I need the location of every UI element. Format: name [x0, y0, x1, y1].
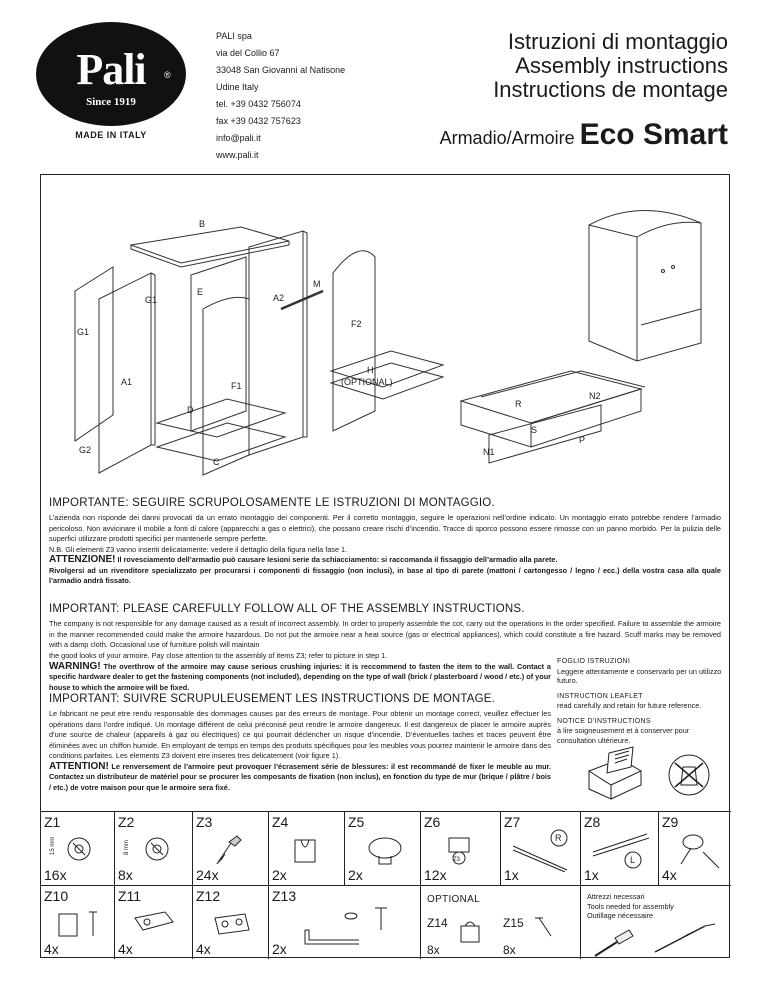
- part-qty: 4x: [118, 941, 133, 957]
- it-warning: [49, 555, 721, 566]
- document-titles: [493, 30, 728, 102]
- tools-cell: [581, 885, 731, 959]
- part-qty: 4x: [662, 867, 677, 883]
- part-qty: 2x: [272, 867, 287, 883]
- tools-fr: Outillage nécessaire: [587, 911, 654, 920]
- tools-text: [587, 892, 674, 921]
- knob-screw-icon: [663, 828, 727, 872]
- part-qty: 2x: [348, 867, 363, 883]
- part-qty: 4x: [196, 941, 211, 957]
- registered-mark: ®: [164, 70, 171, 80]
- it-warning-title: ATTENZIONE!: [49, 554, 116, 565]
- instruction-frame: [40, 174, 730, 958]
- part-code: Z3: [196, 814, 213, 830]
- leaflet-en-text: read carefully and retain for future reference.: [557, 701, 702, 710]
- foot-and-screw-icon: [49, 908, 109, 940]
- part-code: Z13: [272, 888, 297, 904]
- hinge-plate-icon: [203, 908, 263, 940]
- leaflet-box: [557, 651, 729, 745]
- section-title-it: IMPORTANTE: SEGUIRE SCRUPOLOSAMENTE LE ISTRUZIONI DI MONTAGGIO.: [49, 497, 495, 509]
- en-warning-text: The overthrow of the armoire may cause serious crushing injuries: it is reccommend to fasten the item to the wall. Contact a specific hardware dealer to get the fastening components (not included), depending on the type of wall (brick / plasterboard / wood / etc.) of your house to which the armoire will be fixed.: [49, 661, 551, 692]
- drawer-runner-left-icon: [585, 828, 657, 872]
- logo-name: Pali: [76, 45, 146, 94]
- product-title: [440, 118, 728, 152]
- diagram-label: F1: [231, 381, 242, 391]
- leaflet-it-text: Leggere attentamente e conservarlo per un utilizzo futuro.: [557, 666, 722, 685]
- diagram-label: G1: [77, 327, 90, 337]
- part-qty: 1x: [504, 867, 519, 883]
- diagram-label: H: [367, 365, 374, 375]
- title-en: Assembly instructions: [515, 53, 728, 78]
- address-line: info@pali.it: [216, 133, 261, 143]
- fr-warning-text: Le renversement de l’armoire peut provoquer l’écrasement série de blessures: il est recommandé de fixer le meuble au mur. Contactez un distributeur de matériel pour se procurer les composants de fixation (non inclus), en fonction du type de mur (brique / plâtre / bois / etc.) de votre maison pour que le armoire sera fixé.: [49, 761, 551, 792]
- part-cell: [501, 811, 581, 885]
- section-title-fr: IMPORTANT: SUIVRE SCRUPULEUSEMENT LES INSTRUCTIONS DE MONTAGE.: [49, 693, 496, 705]
- part-qty: 16x: [44, 867, 67, 883]
- part-code: Z6: [424, 814, 441, 830]
- part-code: Z11: [118, 888, 142, 904]
- part-cell: [345, 811, 421, 885]
- address-line: via del Collio 67: [216, 48, 280, 58]
- shelf-support-icon: [431, 832, 495, 868]
- tools-icon: [585, 922, 729, 958]
- leaflet-en-label: INSTRUCTION LEAFLET: [557, 692, 643, 700]
- part-cell: [193, 811, 269, 885]
- part-mark: Z3: [453, 857, 461, 863]
- en-warning: [49, 662, 551, 694]
- part-mark: R: [555, 833, 562, 843]
- diagram-label: R: [515, 399, 522, 409]
- title-it: Istruzioni di montaggio: [507, 29, 728, 54]
- leaflet-fr-text: à lire soigneusement et à conserver pour consultation ultérieure.: [557, 726, 690, 745]
- address-line: www.pali.it: [216, 150, 259, 160]
- fr-body: Le fabricant ne peut etre rendu responsable des dommages causes par des erreurs de montage. Pour obtenir un montage correct, veuillez effectuer les opérations dans l’ordre indiqué. Un montage différent de celui préconisé peut rendre le armoire dangereux. Il est dangereux de placer le armoire auprès d’une source de chaleur (appareils à gaz ou électriques) ce qui pourrait déclencher un risque d’incendie. D’éventuelles taches et traces peuvent être éliminées avec un chiffon humide. En employant de temps en temps des produits spécifiques pour les meubles vous pourrez maintenir le armoire dans des conditions parfaites. Les elements Z3 doivent etre inseres tres delicatement (voir figure 1).: [49, 709, 551, 760]
- diagram-label: F2: [351, 319, 362, 329]
- part-cell: [269, 811, 345, 885]
- paragraph-en-2: [49, 651, 551, 693]
- cam-lock-icon: [45, 834, 111, 864]
- diagram-label: G2: [79, 445, 92, 455]
- part-qty: 2x: [272, 941, 287, 957]
- it-warning-text: Il rovesciamento dell’armadio può causare lesioni serie da schiacciamento: si raccomanda il fissaggio dell’armadio alla parete.: [115, 555, 558, 564]
- paragraph-it: [49, 513, 721, 587]
- title-fr: Instructions de montage: [493, 77, 728, 102]
- rod-holder-icon: [279, 832, 339, 868]
- part-cell: [581, 811, 659, 885]
- address-line: fax +39 0432 757623: [216, 116, 301, 126]
- section-title-en: IMPORTANT: PLEASE CAREFULLY FOLLOW ALL OF THE ASSEMBLY INSTRUCTIONS.: [49, 603, 525, 615]
- part-qty: 8x: [427, 943, 440, 957]
- optional-parts-cell: [421, 885, 581, 959]
- wall-bracket-icon: [299, 900, 409, 948]
- part-code: Z9: [662, 814, 679, 830]
- company-address: [216, 28, 345, 164]
- part-cell: [115, 885, 193, 959]
- tools-it: Attrezzi necessari: [587, 892, 645, 901]
- diagram-label: E: [197, 287, 204, 297]
- part-cell: [659, 811, 731, 885]
- address-line: tel. +39 0432 756074: [216, 99, 301, 109]
- it-warning-2: Rivolgersi ad un rivenditore specializzato per procurarsi i componenti di fissaggio (non inclusi), in base al tipo di parete (mattoni / cartongesso / legno / ecc.) della vostra casa alla quale l’armadio andrà fissato.: [49, 565, 721, 585]
- part-mark: L: [630, 855, 636, 865]
- diagram-label: P: [579, 435, 586, 445]
- leaflet-fr-label: NOTICE D’INSTRUCTIONS: [557, 717, 651, 725]
- pali-logo: [36, 22, 186, 142]
- made-in-italy: MADE IN ITALY: [75, 130, 147, 140]
- part-code: Z12: [196, 888, 221, 904]
- fr-warning-title: ATTENTION!: [49, 760, 109, 772]
- part-code: Z8: [584, 814, 601, 830]
- part-qty: 1x: [584, 867, 599, 883]
- hardware-parts-grid: [41, 811, 731, 959]
- address-line: Udine Italy: [216, 82, 259, 92]
- tools-en: Tools needed for assembly: [587, 901, 674, 911]
- address-line: PALI spa: [216, 31, 252, 41]
- part-cell: [41, 885, 115, 959]
- product-name: Eco Smart: [579, 118, 728, 151]
- part-cell: [269, 885, 421, 959]
- en-warning-title: WARNING!: [49, 660, 101, 672]
- cam-lock-small-icon: [119, 834, 189, 864]
- diagram-label: B: [199, 219, 206, 229]
- part-cell: [421, 811, 501, 885]
- diagram-label: S: [531, 425, 538, 435]
- knob-icon: [355, 832, 415, 868]
- diagram-label: G1: [145, 295, 158, 305]
- diagram-label: M: [313, 279, 321, 289]
- product-category: Armadio/Armoire: [439, 128, 580, 148]
- paragraph-en-1: The company is not responsible for any damage caused as a result of incorrect assembly. In order to properly assemble the cot, carry out the operations in the order specified. Failure to assemble the armoire in the manner recommended could make the armoire hazardous. Do not put the armoire near a heat source (gas or electrical appliances), which could constitute a fire hazard. Scuff marks may be removed with a damp cloth. Occasional use of furniture polish will maintain: [49, 619, 721, 649]
- diagram-label: A1: [121, 377, 133, 387]
- part-code: Z10: [44, 888, 69, 904]
- drawer-runner-right-icon: [505, 828, 577, 872]
- part-code: Z14: [427, 916, 448, 930]
- leaflet-illustration: [571, 741, 721, 803]
- fr-warning: [49, 762, 551, 794]
- part-code: Z15: [503, 916, 524, 930]
- part-dimension: 8 mm: [124, 840, 130, 855]
- part-qty: 24x: [196, 867, 219, 883]
- part-cell: [193, 885, 269, 959]
- diagram-label: D: [187, 405, 194, 415]
- paragraph-fr: [49, 709, 551, 793]
- diagram-label: N2: [589, 391, 601, 401]
- diagram-label: A2: [273, 293, 285, 303]
- part-code: Z2: [118, 814, 135, 830]
- leaflet-it-label: FOGLIO ISTRUZIONI: [557, 658, 631, 665]
- it-note: N.B. Gli elementi Z3 vanno inseriti delicatamente: vedere il dettaglio della figura nella fase 1.: [49, 544, 348, 554]
- part-qty: 8x: [118, 867, 133, 883]
- part-qty: 8x: [503, 943, 516, 957]
- part-dimension: 15 mm: [50, 836, 56, 855]
- dowel-screw-icon: [203, 832, 263, 868]
- en-body-2: the good looks of your armoire. Pay close attention to the assembly of items Z3; refer to picture in step 1.: [49, 651, 388, 660]
- part-qty: 4x: [44, 941, 59, 957]
- logo-since: Since 1919: [86, 96, 136, 108]
- part-qty: 12x: [424, 867, 447, 883]
- optional-label: OPTIONAL: [427, 894, 480, 905]
- it-body: L’azienda non risponde dei danni provocati da un errato montaggio dei componenti. Per il corretto montaggio, seguire le operazioni nell’ordine indicato. Un montaggio errato potrebbe rendere l’armadio pericoloso. Non avvicinare il mobile a fonti di calore (apparecchi a gas o elettrici), che possano creare rischi d’incendio. Tracce di sporco possono essere rimosse con un panno morbido. Per la pulizia delle superfici utilizzare prodotti specifici per mantenerle sempre perfette.: [49, 513, 721, 543]
- exploded-view-diagram: [41, 175, 731, 493]
- address-line: 33048 San Giovanni al Natisone: [216, 65, 346, 75]
- part-code: Z4: [272, 814, 289, 830]
- part-code: Z7: [504, 814, 521, 830]
- part-code: Z5: [348, 814, 365, 830]
- diagram-label: C: [213, 457, 220, 467]
- diagram-label: (OPTIONAL): [341, 377, 393, 387]
- diagram-label: N1: [483, 447, 495, 457]
- part-cell: [41, 811, 115, 885]
- part-code: Z1: [44, 814, 61, 830]
- part-cell: [115, 811, 193, 885]
- hinge-icon: [125, 908, 185, 940]
